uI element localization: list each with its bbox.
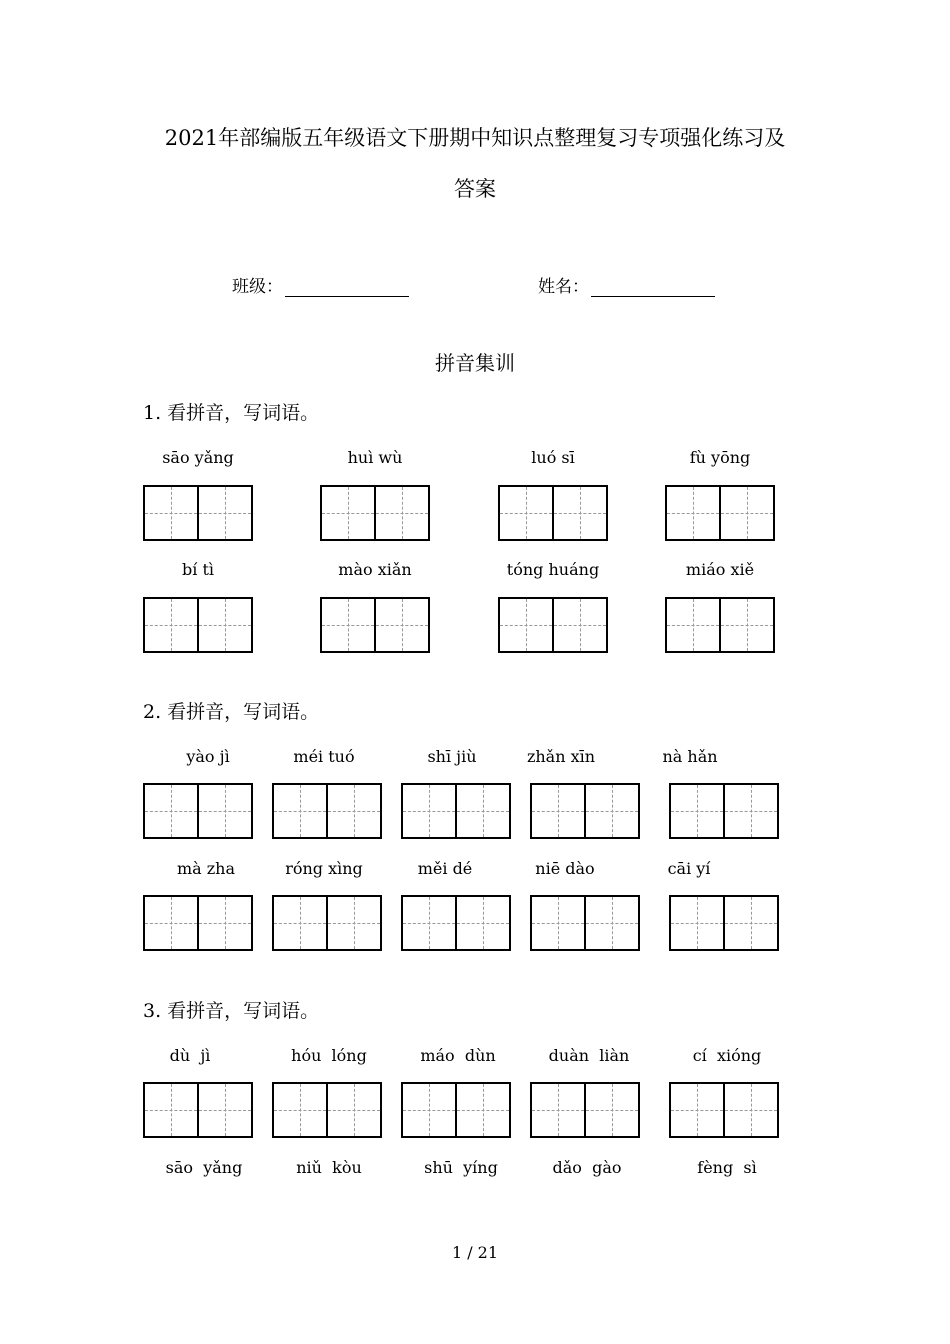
writing-box[interactable]	[530, 1082, 640, 1138]
pinyin-label: měi dé	[417, 859, 473, 878]
pinyin-label: luó sī	[531, 448, 575, 467]
writing-box[interactable]	[320, 597, 430, 653]
writing-box[interactable]	[498, 485, 608, 541]
writing-box[interactable]	[320, 485, 430, 541]
writing-box[interactable]	[143, 597, 253, 653]
pinyin-label: sāo yǎng	[162, 448, 234, 467]
writing-box[interactable]	[401, 895, 511, 951]
writing-box[interactable]	[498, 597, 608, 653]
pinyin-label: cāi yí	[667, 859, 711, 878]
pinyin-label: miáo xiě	[685, 560, 755, 579]
writing-box[interactable]	[669, 1082, 779, 1138]
pinyin-label: zhǎn xīn	[526, 747, 596, 766]
question-1-title: 1. 看拼音，写词语。	[143, 402, 320, 424]
pinyin-label: shī jiù	[427, 747, 477, 766]
pinyin-label: yào jì	[186, 747, 230, 766]
writing-box[interactable]	[401, 783, 511, 839]
pinyin-label: hóu lóng	[291, 1046, 367, 1065]
pinyin-label: máo dùn	[420, 1046, 496, 1065]
writing-box[interactable]	[272, 783, 382, 839]
writing-box[interactable]	[272, 895, 382, 951]
pinyin-label: tóng huáng	[506, 560, 600, 579]
question-3-title: 3. 看拼音，写词语。	[143, 1000, 320, 1022]
page-number: 1 / 21	[451, 1243, 499, 1262]
page-title-line-1: 2021年部编版五年级语文下册期中知识点整理复习专项强化练习及	[164, 126, 786, 150]
pinyin-label: niǔ kòu	[296, 1158, 362, 1177]
pinyin-label: méi tuó	[293, 747, 355, 766]
pinyin-label: nà hǎn	[662, 747, 718, 766]
pinyin-label: shū yíng	[424, 1158, 498, 1177]
page-title-line-2: 答案	[454, 177, 496, 201]
writing-box[interactable]	[530, 895, 640, 951]
pinyin-label: dǎo gào	[552, 1158, 622, 1177]
pinyin-label: róng xìng	[285, 859, 363, 878]
writing-box[interactable]	[665, 485, 775, 541]
pinyin-label: dù jì	[169, 1046, 211, 1065]
pinyin-label: bí tì	[182, 560, 214, 579]
pinyin-label: niē dào	[535, 859, 595, 878]
writing-box[interactable]	[401, 1082, 511, 1138]
question-2-title: 2. 看拼音，写词语。	[143, 701, 320, 723]
name-label: 姓名：	[538, 277, 589, 297]
pinyin-label: fèng sì	[697, 1158, 757, 1177]
class-blank[interactable]	[285, 280, 409, 297]
writing-box[interactable]	[530, 783, 640, 839]
name-blank[interactable]	[591, 280, 715, 297]
pinyin-label: duàn liàn	[548, 1046, 630, 1065]
writing-box[interactable]	[669, 895, 779, 951]
class-label: 班级：	[232, 277, 283, 297]
pinyin-label: sāo yǎng	[165, 1158, 243, 1177]
pinyin-label: huì wù	[347, 448, 403, 467]
name-field	[538, 272, 715, 297]
pinyin-label: mà zha	[176, 859, 236, 878]
pinyin-label: cí xióng	[692, 1046, 762, 1065]
pinyin-label: mào xiǎn	[338, 560, 412, 579]
writing-box[interactable]	[143, 895, 253, 951]
writing-box[interactable]	[669, 783, 779, 839]
writing-box[interactable]	[143, 1082, 253, 1138]
writing-box[interactable]	[272, 1082, 382, 1138]
writing-box[interactable]	[143, 783, 253, 839]
writing-box[interactable]	[665, 597, 775, 653]
section-title: 拼音集训	[435, 351, 515, 375]
pinyin-label: fù yōng	[689, 448, 751, 467]
class-field	[232, 272, 409, 297]
writing-box[interactable]	[143, 485, 253, 541]
